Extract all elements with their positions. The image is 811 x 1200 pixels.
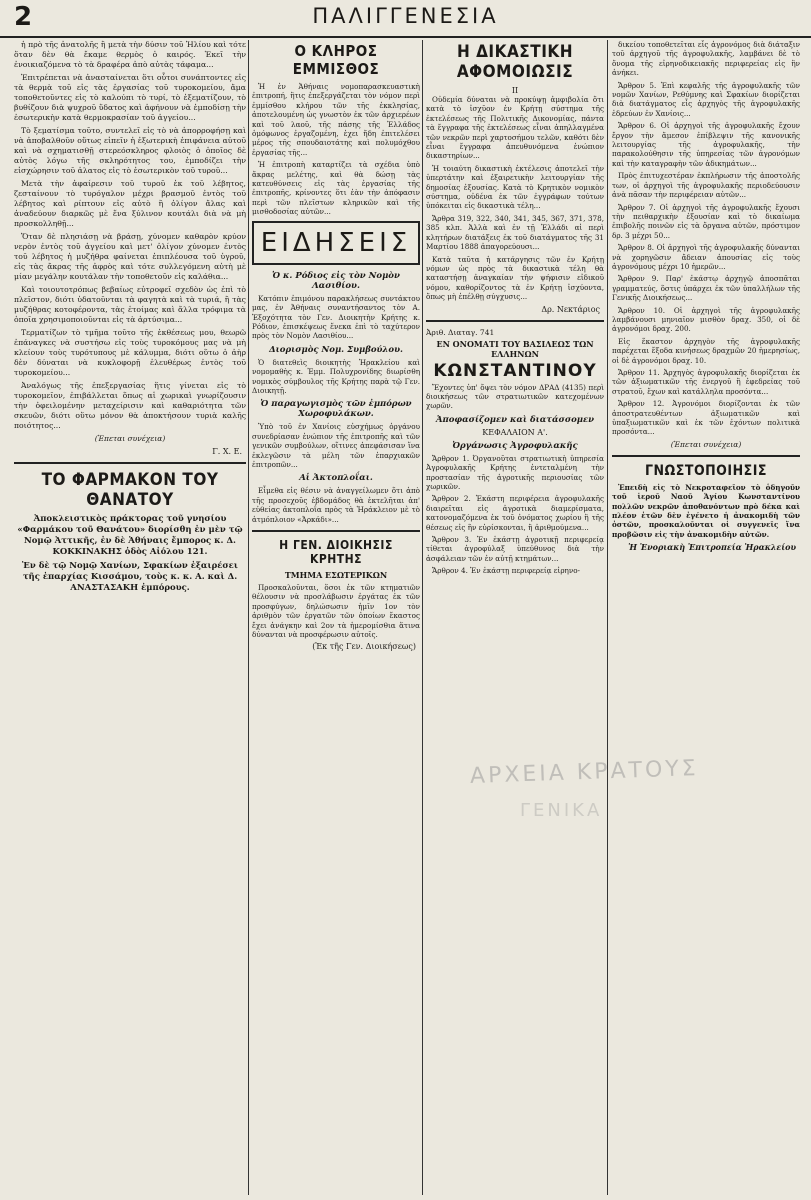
paragraph: Ἄρθρα 319, 322, 340, 341, 345, 367, 371, 378, 385 κλπ. Ἀλλὰ καὶ ἐν τῇ Ἑλλάδι αἱ περὶ κλητήρων διατάξεις ἐκ τοῦ διατάγματος τῆς 31 Μαρτίου 1888 ἀπαγορεύουσι... bbox=[426, 213, 604, 252]
column-3 bbox=[426, 40, 604, 1195]
ad-title: ΤΟ ΦΑΡΜΑΚΟΝ ΤΟΥ ΘΑΝΑΤΟΥ bbox=[41, 470, 219, 510]
paragraph: Κατὰ ταῦτα ἡ κατάργησις τῶν ἐν Κρήτῃ νόμων ὡς πρὸς τὰ δικαστικὰ τέλη θὰ καταστήσῃ ἀναγκαίαν τὴν ψήφισιν εἰδικοῦ νόμου, καθορίζοντος τὰ ἐν Κρήτῃ ἰσχύοντα, ὅπως μὴ ἐπέλθῃ σύγχυσις... bbox=[426, 254, 604, 302]
divider bbox=[252, 530, 420, 532]
decree-header: ΕΝ ΟΝΟΜΑΤΙ ΤΟΥ ΒΑΣΙΛΕΩΣ ΤΩΝ ΕΛΛΗΝΩΝ bbox=[436, 338, 594, 359]
paragraph: Προσκαλοῦνται, ὅσοι ἐκ τῶν κτηματιῶν θέλουσιν νὰ προσλάβωσιν ἐργάτας ἐκ τῶν προσφύγων, δηλώσωσιν ἡμῖν 1ον τὸν ἀριθμὸν τῶν ἐργατῶν τῶν ὁποίων ἔκαστος ἔχει ἀνάγκην καὶ 2ον τὰ ἡμερομίσθια ἅτινα δύνανται νὰ προσφέρωσιν αὐτοῖς. bbox=[252, 583, 420, 640]
paragraph: Καὶ τοιουτοτρόπως βεβαίως εὐτροφεῖ σχεδὸν ὡς ἐπὶ τὸ πλεῖστον, διότι ὑδατοῦνται τὰ φαγητὰ καὶ τὰ τυριά, ἢ τὰς μυζήθρας κοτοφέροντα, τὰς ἑτοίμας καὶ ἄλλα τρόφιμα τὰ ὁποῖα χρησιμοποιοῦνται εἰς τὰ ἀρτύσιμα... bbox=[14, 285, 246, 324]
page-number: 2 bbox=[14, 2, 33, 32]
divider bbox=[426, 320, 604, 322]
section-subtitle: ΤΜΗΜΑ ΕΣΩΤΕΡΙΚΩΝ bbox=[284, 570, 388, 580]
notice-title: ΓΝΩΣΤΟΠΟΙΗΣΙΣ bbox=[644, 462, 768, 479]
article-clause: Εἰς ἕκαστον ἀρχηγὸν τῆς ἀγροφυλακῆς παρέχεται ἔξοδα κινήσεως δραχμῶν 20 ἡμερησίως, οἱ δὲ ἀγρονόμοι δραχ. 10. bbox=[612, 336, 800, 365]
news-section-title: ΕΙΔΗΣΕΙΣ bbox=[252, 221, 420, 265]
news-heading: Ὁ παραγωγισμὸς τῶν ἐμπόρων Χωροφυλάκων. bbox=[260, 399, 412, 420]
article-clause: Ἄρθρον 3. Ἐν ἑκάστῃ ἀγροτικῇ περιφερείᾳ τίθεται ἀγροφύλαξ ὑπεύθυνος διὰ τὴν ἀσφάλειαν τῶν ἐν αὐτῇ κτημάτων... bbox=[426, 535, 604, 563]
paragraph: Ἡ ἐν Ἀθήναις νομοπαρασκευαστικὴ ἐπιτροπή, ἣτις ἐπεξεργάζεται τὸν νόμον περὶ ἐμμίσθου κλήρου τῶν τῆς ἐκκλησίας, ἀποτελουμένη ὡς γνωστὸν ἐκ τῶν ἀρχιερέων καὶ τοῦ λαοῦ, τῆς πάσης τῆς Ἑλλάδος ὁμόφωνος ἐργαζομένη, ἐχει ἤδη ἐπιτελέσει μέρος τῆς σπουδαιοτάτης καὶ πολυμόχθου ἐργασίας τῆς... bbox=[252, 82, 420, 157]
column-rule bbox=[422, 40, 423, 1195]
news-heading: Ὁ κ. Ρόδιος εἰς τὸν Νομὸν Λασιθίου. bbox=[272, 270, 400, 291]
article-clause: Ἄρθρον 4. Ἐν ἑκάστῃ περιφερείᾳ εἰρηνο- bbox=[432, 566, 580, 576]
paragraph: Ἀναλόγως τῆς ἐπεξεργασίας ἥτις γίνεται εἰς τὸ τυροκομεῖον, ἐπιβάλλεται ὅπως αἱ χωρικαὶ γνωρίζουσιν τὴν ὀφειλομένην μεταχείρισιν καὶ καθαριότητα τῶν σκευῶν, διότι οὕτω μόνον θὰ ἀποκτήσουν τυριὰ καλῆς ποιότητος... bbox=[14, 381, 246, 430]
article-title: Ο ΚΛΗΡΟΣ ΕΜΜΙΣΘΟΣ bbox=[292, 42, 380, 78]
paragraph: Κατόπιν ἐπιμόνου παρακλήσεως συντάκτου μας, ἐν Ἀθήναις συναντήσαντος τὸν Α. Ἐξοχότητα τὸν Γεν. Διοικητὴν Κρήτης κ. Ρόδιον, ἐπισκέψεως ἕνεκα ἐπὶ τὸ ταχύτερον πρὸς τὸν Νομὸν Λασιθίου... bbox=[252, 293, 420, 341]
article-clause: Ἄρθρον 5. Ἐπὶ κεφαλῆς τῆς ἀγροφυλακῆς τῶν νομῶν Χανίων, Ρεθύμνης καὶ Σφακίων διορίζεται διὰ διατάγματος εἷς ἀρχηγὸς τῆς ἀγροφυλακῆς ἑδρεύων ἐν Χανίοις... bbox=[612, 80, 800, 118]
column-1 bbox=[14, 40, 246, 1195]
article-clause: Ἄρθρον 6. Οἱ ἀρχηγοὶ τῆς ἀγροφυλακῆς ἔχουν ἔργον τὴν ἄμεσον ἐπίβλεψιν τῆς κανονικῆς λειτουργίας τῆς ἀγροφυλακῆς, τὴν παρακολούθησιν τῆς ὑπηρεσίας τῶν ἀγρονόμων καὶ τὴν καταγραφὴν τῶν ἀδικημάτων... bbox=[612, 121, 800, 168]
column-4 bbox=[612, 40, 800, 1195]
article-signature: Δρ. Νεκτάριος bbox=[541, 304, 600, 314]
paragraph: ἡ πρὸ τῆς ἀνατολῆς ἢ μετὰ τὴν δύσιν τοῦ Ἡλίου καὶ τότε ὅταν δὲν θὰ ἔκαμε θερμὸς ὁ καιρός. Ἐκεῖ τὴν ἐνοικιαζόμενα τὸ τὰ δραφέρα ἀπὸ αὐτὰς τάφαμα... bbox=[14, 40, 246, 69]
article-clause: Ἄρθρον 1. Ὀργανοῦται στρατιωτικὴ ὑπηρεσία Ἀγροφυλακῆς Κρήτης ἐντεταλμένη τὴν προστασίαν τῆς ἀγροτικῆς περιουσίας τῶν χωρικῶν. bbox=[426, 453, 604, 491]
paragraph: Ὅταν δὲ πλησιάσῃ νὰ βράσῃ, χύνομεν καθαρὸν κρύον νερὸν ἐντὸς τοῦ ἀγγείου καὶ μετ' ὀλίγον χύνομεν ἐντὸς τοῦ λέβητος ἡ μυζήθρα φαίνεται ἐπιπλέουσα τοῦ ὑγροῦ, εἰς τὰς ἄκρας τῆς ἀφρὸς καὶ τότε συλλεγόμενη αὐτὴ μὲ μίαν μεγάλην κουτάλαν τὴν τοποθετοῦν εἰς καλάθια... bbox=[14, 232, 246, 281]
section-title: Η ΓΕΝ. ΔΙΟΙΚΗΣΙΣ ΚΡΗΤΗΣ bbox=[279, 538, 393, 566]
article-clause: Ἄρθρον 8. Οἱ ἀρχηγοὶ τῆς ἀγροφυλακῆς δύνανται νὰ χορηγῶσιν ἄδειαν ἀπουσίας εἰς τοὺς ἀγρονόμους μέχρι 10 ἡμερῶν... bbox=[612, 243, 800, 271]
chapter-label: ΚΕΦΑΛΑΙΟΝ Α'. bbox=[482, 427, 548, 437]
paragraph: Ὑπὸ τοῦ ἐν Χανίοις εὐσχήμως ὀργάνου συνεδρίασαν ἐνώπιον τῆς ἐπιτροπῆς καὶ τῶν γενικῶν συμβούλων, οἵτινες ἀπεφάσισαν ἵνα ἐκλεγῶσιν τὰ μέλη τῶν ἐπαρχιακῶν ἐπιτροπῶν... bbox=[252, 422, 420, 469]
news-heading: Διορισμὸς Νομ. Συμβούλου. bbox=[269, 344, 403, 355]
article-clause: Ἄρθρον 12. Ἀγρονόμοι διορίζονται ἐκ τῶν ἀποστρατευθέντων ἀξιωματικῶν καὶ ὑπαξιωματικῶν καὶ ἐκ τῶν ἐχόντων πολιτικὰ προσόντα... bbox=[612, 399, 800, 437]
archive-watermark: ΓΕΝΙΚΑ bbox=[520, 800, 603, 821]
continued-note: (Ἐπεται συνέχεια) bbox=[94, 434, 166, 443]
article-title: Η ΔΙΚΑΣΤΙΚΗ ΑΦΟΜΟΙΩΣΙΣ bbox=[456, 42, 574, 82]
article-clause: Ἄρθρον 2. Ἑκάστη περιφέρεια ἀγροφυλακῆς διαιρεῖται εἰς ἀγροτικὰ διαμερίσματα, κατονομαζόμενα ἐκ τοῦ ὀνόματος χωρίου ἢ τῆς θέσεως εἰς ἣν εὑρίσκονται, ἢ ἀριθμούμενα... bbox=[426, 494, 604, 532]
paragraph: Μετὰ τὴν ἀφαίρεσιν τοῦ τυροῦ ἐκ τοῦ λέβητος, ζεσταίνουν τὸ τυρόγαλον μέχρι βρασμοῦ ἐντὸς τοῦ λέβητος καὶ ρίπτουν εἰς αὐτὸ ἢ ὀλίγον ἄλας καὶ ἀναδεύουν διαρκῶς μὲ ἕνα ξύλινον κουτάλι διὰ νὰ μὴ προσκολληθῇ... bbox=[14, 179, 246, 228]
paragraph: δικείου τοποθετεῖται εἷς ἀγρονόμος διὰ διάταξιν τοῦ ἀρχηγοῦ τῆς ἀγροφυλακῆς, λαμβάνει δὲ τὸ ὄνομα τῆς εἰρηνοδικειακῆς περιφερείας εἰς ἣν ἀνήκει. bbox=[612, 40, 800, 78]
divider bbox=[14, 462, 246, 464]
paragraph: Ἐπιτρέπεται νὰ ἀνασταίνεται ὅτι οὗτοι συνάπτοντες εἰς τὰ θερμὰ τοῦ εἰς τὰς ἐργασίας τοῦ τυροκομείου, ἄμα τοποθετοῦντες εἰς τὸ καλούπι τὸ τυρί, τὸ ἐξεματίζουν, τὸ βυθίζουν διὰ ψυχροῦ ὕδατος καὶ ἀφήνουν νὰ ἐμποδίσῃ τὴν ἐσωτερικὴν κατὰ θερμοκρασίαν τοῦ ἀγγείου... bbox=[14, 73, 246, 122]
decree-king-name: ΚΩΝΣΤΑΝΤΙΝΟΥ bbox=[433, 360, 597, 381]
archive-watermark: ΑΡΧΕΙΑ ΚΡΑΤΟΥΣ bbox=[469, 756, 700, 789]
paragraph: Ἔχοντες ὑπ' ὄψει τὸν νόμον ΔΡΑΔ (4135) περὶ διοικήσεως τῶν στρατιωτικῶν κατεχομένων χωρῶν. bbox=[426, 382, 604, 411]
article-clause: Πρὸς ἐπιτυχεστέραν ἐκπλήρωσιν τῆς ἀποστολῆς των, οἱ ἀρχηγοὶ τῆς ἀγροφυλακῆς περιοδεύουσιν ἀνὰ πᾶσαν τὴν περιφέρειαν αὐτῶν... bbox=[612, 171, 800, 200]
decree-title: Ἀποφασίζομεν καὶ διατάσσομεν bbox=[435, 414, 595, 425]
notice-text: Ἐπειδὴ εἰς τὸ Νεκροταφεῖον τὸ ὁδηγοῦν τοῦ ἱεροῦ Ναοῦ Ἁγίου Κωνσταντίνου πολλῶν νεκρῶν ἀποθανόντων πρὸ δέκα καὶ πλέον ἐτῶν δὲν ἐγένετο ἡ ἀνακομιδὴ τῶν ὀστῶν, προσκαλοῦνται οἱ συγγενεῖς ἵνα προβῶσιν εἰς τὴν ἀνακομιδὴν αὐτῶν. bbox=[612, 482, 800, 539]
column-rule bbox=[607, 40, 608, 1195]
notice-signature: Ἡ Ἐνοριακὴ Ἐπιτροπεία Ἡρακλείου bbox=[628, 542, 796, 553]
news-heading: Αἱ Ἀκτοπλοΐαι. bbox=[299, 473, 373, 484]
paragraph: Ἡ ἐπιτροπὴ καταρτίζει τὰ σχέδια ὑπὸ ἄκρας μελέτης, καὶ θὰ δώσῃ τὰς κατευθύνσεις εἰς τὰς ἐργασίας τῆς ἐπιτροπῆς, κρίνοντες ὅτι ἐὰν τὴν ἀπόφασιν περὶ τῶν πλεῖστων κληρικῶν καὶ τῆς μισθοδοσίας αὐτῶν... bbox=[252, 160, 420, 217]
article-clause: Ἄρθρον 11. Ἀρχηγὸς ἀγροφυλακῆς διορίζεται ἐκ τῶν ἀξιωματικῶν τῆς ἐνεργοῦ ἢ ἐφεδρείας τοῦ στρατοῦ, ἔχων καὶ κατάλληλα προσόντα... bbox=[612, 368, 800, 396]
paragraph: Τὸ ξεματίσμα τοῦτο, συντελεῖ εἰς τὸ νὰ ἀπορροφήσῃ καὶ νὰ ἀποβαλθοῦν οὕτως εἰπεῖν ἡ ἐξωτερικὴ ἐπιφάνεια αὐτοῦ καὶ νὰ σχηματισθῇ στερεόσκληρος φλοιὸς ὁ ὁποῖος δὲ αὐτὸς λόγω τῆς σκληρότητος του, ἐμποδίζει τὴν εἰσχώρησιν τοῦ ἀλατος εἰς τὸ ἐσωτερικὸν τοῦ τυροῦ... bbox=[14, 126, 246, 175]
continued-note: (Ἐπεται συνέχεια) bbox=[670, 439, 742, 449]
page-header bbox=[0, 0, 811, 38]
column-rule bbox=[248, 40, 249, 1195]
decree-number: Ἀριθ. Διαταγ. 741 bbox=[426, 327, 495, 337]
paragraph: Εἶμεθα εἰς θέσιν νὰ ἀναγγείλωμεν ὅτι ἀπὸ τῆς προσεχοῦς ἑβδομάδος θὰ ἐκτελῆται ἀπ' εὐθείας ἀκτοπλοΐα πρὸς τὰ Ἡράκλειον μὲ τὸ ἀτμόπλοιον «Ἀρκάδι»... bbox=[252, 486, 420, 524]
paragraph: Τερματίζων τὸ τμῆμα τοῦτο τῆς ἐκθέσεως μου, θεωρῶ ἐπάναγκες νὰ συστήσω εἰς τοὺς τυροκόμους μας νὰ μὴ κλείουν τοὺς τυρότυπους μὲ κάλυμμα, διότι οὕτω ὁ ἀὴρ δὲν δύναται νὰ κυκλοφορῇ ἐλευθέρως ἐντὸς τοῦ τυροκομείου... bbox=[14, 328, 246, 377]
ad-text: Ἐν δὲ τῷ Νομῷ Χανίων, Σφακίων ἐξαιρέσει τῆς ἐπαρχίας Κισσάμου, τοὺς κ. κ. Α. καὶ Δ. ΑΝΑΣΤΑΣΑΚΗ ἐμπόρους. bbox=[22, 561, 238, 593]
paragraph: Ὁ διατεθεὶς διοικητὴς Ἡρακλείου καὶ νομομαθὴς κ. Ἐμμ. Πολυχρονίδης διωρίσθη νομικὸς σύμβουλος τῆς Κρήτης παρὰ τῷ Γεν. Διοικητῇ. bbox=[252, 357, 420, 395]
column-2 bbox=[252, 40, 420, 1195]
article-clause: Ἄρθρον 7. Οἱ ἀρχηγοὶ τῆς ἀγροφυλακῆς ἔχουσι τὴν πειθαρχικὴν ἐξουσίαν καὶ τὸ δικαίωμα ἐπιβολῆς ποινῶν εἰς τὰ ὄργανα αὐτῶν, πρόστιμον δρ. 3 μέχρι 50... bbox=[612, 202, 800, 240]
article-clause: Ἄρθρον 10. Οἱ ἀρχηγοὶ τῆς ἀγροφυλακῆς λαμβάνουσι μηνιαῖον μισθὸν δραχ. 350, οἱ δὲ ἀγρονόμοι δραχ. 200. bbox=[612, 305, 800, 334]
divider bbox=[612, 455, 800, 457]
article-signature: Γ. Χ. Ε. bbox=[212, 447, 242, 456]
ad-text: Ἀποκλειστικὸς πράκτορας τοῦ γνησίου «Φαρμάκου τοῦ Θανάτου» διορίσθη ἐν μὲν τῷ Νομῷ Ἀττικῆς, ἐν δὲ Ἀθήναις ἔμπορος κ. Δ. ΚΟΚΚΙΝΑΚΗΣ ὁδὸς Αἰόλου 121. bbox=[17, 514, 243, 557]
article-clause: Ἄρθρον 9. Παρ' ἑκάστῳ ἀρχηγῷ ἀποσπᾶται γραμματεύς, ὅστις ὑπάρχει ἐκ τῶν ὑπαλλήλων τῆς Γενικῆς Διοικήσεως... bbox=[612, 274, 800, 303]
chapter-title: Ὀργάνωσις Ἀγροφυλακῆς bbox=[452, 440, 578, 451]
newspaper-title: ΠΑΛΙΓΓΕΝΕΣΙΑ bbox=[312, 4, 499, 28]
paragraph: Οὐδεμία δύναται νὰ προκύψῃ ἀμφιβολία ὅτι κατὰ τὸ ἰσχῦον ἐν Κρήτῃ σύστημα τῆς ἐκτελέσεως τῆς Πολιτικῆς Δικονομίας, πάντα τὰ ἔγγραφα τῆς ἐκτελέσεως εἶναι ἀπηλλαγμένα τῶν νεκρῶν περὶ χαρτοσήμου τελῶν, καθότι δὲν εἶναι ἔγγραφα ἀπευθυνόμενα ἐνώπιον δικαστηρίων... bbox=[426, 95, 604, 161]
part-numeral: ΙΙ bbox=[511, 86, 519, 95]
section-signature: (Ἐκ τῆς Γεν. Διοικήσεως) bbox=[312, 642, 416, 652]
paragraph: Ἡ τοιαύτη δικαστικὴ ἐκτέλεσις ἀποτελεῖ τὴν ὑπερτάτην καὶ ἐξαιρετικὴν λειτουργίαν τῆς δημοσίας ἐξουσίας. Κατὰ τὸ Κρητικὸν νομικὸν σύστημα, οὐδένα ἐκ τῶν ἐγγράφων τούτων ὑπόκειται εἰς δικαστικὰ τέλη... bbox=[426, 163, 604, 211]
